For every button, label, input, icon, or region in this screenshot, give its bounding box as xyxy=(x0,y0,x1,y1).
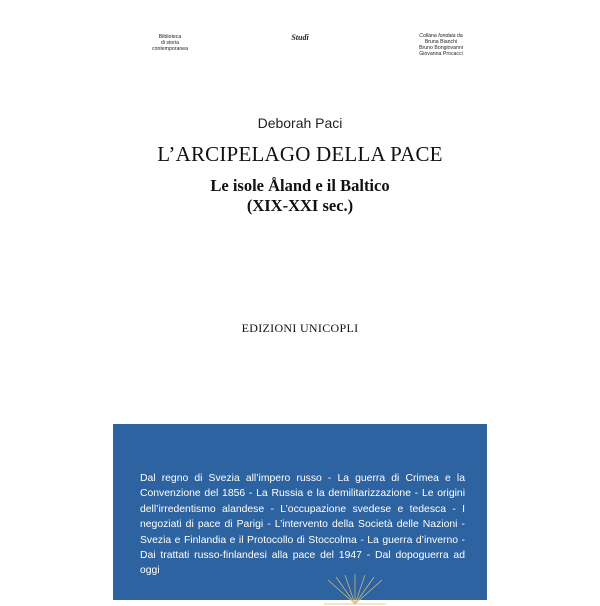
book-subtitle xyxy=(113,176,487,216)
book-cover xyxy=(113,18,487,600)
series-left-line-1: Biblioteca xyxy=(158,34,182,40)
series-editor-3: Giovanna Procacci xyxy=(419,51,463,57)
series-editor-2: Bruno Bongiovanni xyxy=(419,45,463,51)
subtitle-line-2: (XIX-XXI sec.) xyxy=(246,196,354,215)
blurb-panel xyxy=(113,424,487,600)
publisher-logo-icon xyxy=(320,574,390,606)
author-name: Deborah Paci xyxy=(257,115,343,131)
book-title: L’ARCIPELAGO DELLA PACE xyxy=(157,142,443,166)
subtitle-line-1: Le isole Åland e il Baltico xyxy=(210,176,390,195)
publisher-name: EDIZIONI UNICOPLI xyxy=(241,321,359,335)
series-editors-heading: Collana fondata da xyxy=(419,33,463,39)
blurb-text: Dal regno di Svezia all’impero russo - La guerra di Crimea e la Convenzione del 1856 - La Russia e la demilitarizzazione - Le origini dell’irredentismo alandese - L’occupazione svedese e tedesca - I negoziati di pace di Parigi - L’intervento della Società delle Nazioni - Svezia e Finlandia e il Protocollo di Stoccolma - La guerra d’inverno - Dai trattati russo-finlandesi alla pace del 1947 - Dal dopoguerra ad oggi xyxy=(140,473,465,577)
series-left-line-3: contemporanea xyxy=(151,46,189,52)
series-name: Studi xyxy=(291,33,309,42)
series-left-line-2: di storia xyxy=(160,40,180,46)
series-editors xyxy=(410,33,472,57)
series-editor-1: Bruna Bianchi xyxy=(424,39,458,45)
